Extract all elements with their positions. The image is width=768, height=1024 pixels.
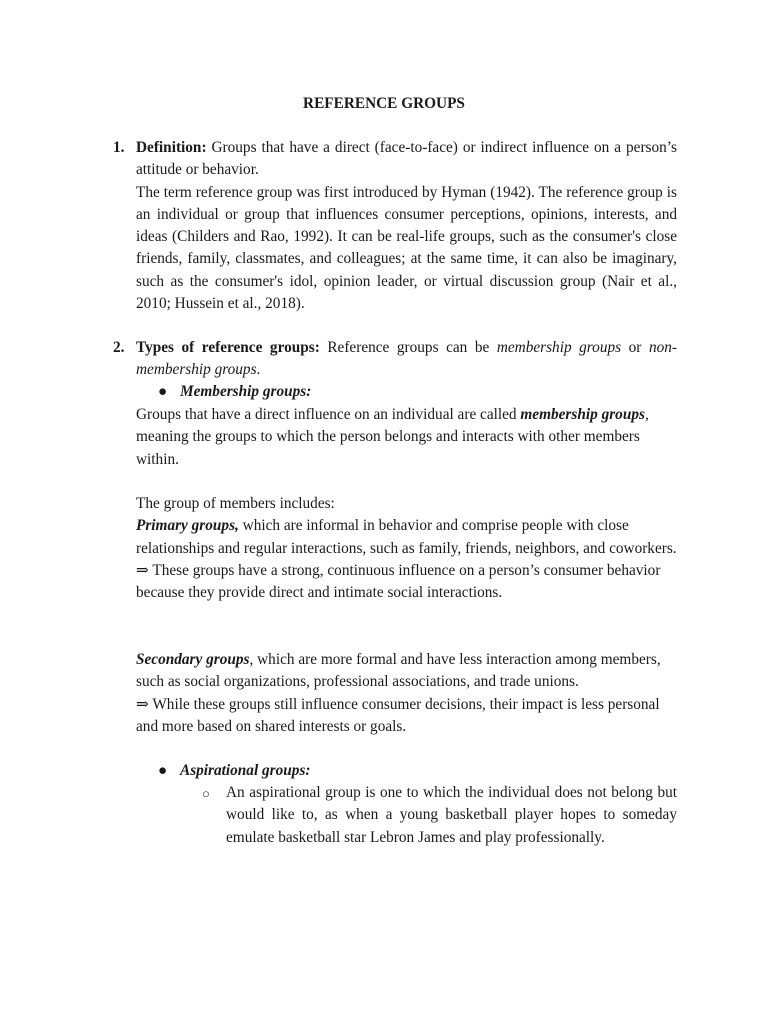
membership-groups-label: Membership groups: — [180, 383, 312, 400]
bullet-dot: ● — [158, 383, 168, 400]
primary-groups-paragraph: Primary groups, which are informal in behavior and comprise people with close relationships and regular interactions, such as family, friends, neighbors, and coworkers. — [136, 517, 677, 557]
definition-lead — [136, 137, 677, 182]
membership-definition: Groups that have a direct influence on an individual are called membership groups, meaning the groups to which the person belongs and interacts with other members within. — [136, 406, 649, 468]
sub-bullet-circle: ○ — [202, 786, 210, 801]
definition-block — [136, 137, 677, 315]
aspirational-groups-description: An aspirational group is one to which the individual does not belong but would like to, as when a young basketball player hopes to someday emulate basketball star Lebron James and play professionally. — [226, 784, 677, 846]
secondary-groups-impact: ⇒ While these groups still influence consumer decisions, their impact is less personal and more based on shared interests or goals. — [136, 695, 660, 735]
types-heading: Types of reference groups: — [136, 339, 320, 356]
term-non-membership-groups: non-membership groups — [136, 339, 677, 379]
term-primary-groups: Primary groups, — [136, 517, 239, 535]
term-membership: membership groups — [520, 406, 645, 423]
aspirational-groups-label: Aspirational groups: — [180, 762, 311, 779]
term-secondary-groups: Secondary groups — [136, 651, 250, 668]
secondary-groups-block — [136, 649, 677, 738]
document-title: REFERENCE GROUPS — [303, 95, 465, 112]
section-number: 1. — [113, 139, 125, 156]
definition-paragraph: The term reference group was first introduced by Hyman (1942). The reference group is an individual or group that influences consumer perceptions, opinions, interests, and ideas (Childers and Rao, 1992). It can be real-life groups, such as the consumer's close friends, family, classmates, and colleagues; at the same time, it can also be imaginary, such as the consumer's idol, opinion leader, or virtual discussion group (Nair et al., 2010; Hussein et al., 2018). — [136, 183, 677, 313]
primary-groups-impact: ⇒ These groups have a strong, continuous influence on a person’s consumer behavior because they provide direct and intimate social interactions. — [136, 561, 661, 602]
definition-lead-text: Groups that have a direct (face-to-face) or indirect influence on a person’s attitude or behavior. — [136, 139, 677, 179]
definition-heading: Definition: — [136, 139, 207, 156]
secondary-groups-paragraph: Secondary groups, which are more formal and have less interaction among members, such as social organizations, professional associations, and trade unions. — [136, 651, 661, 691]
types-lead: Types of reference groups: Reference groups can be membership groups or non-membership groups. — [136, 339, 677, 379]
term-membership-groups: membership groups — [496, 339, 622, 356]
group-members-intro: The group of members includes: Primary groups, which are informal in behavior and comprise people with close relationships and regular interactions, such as family, friends, neighbors, and coworkers. ⇒ These groups have a strong, continuous influence on a person’s consumer behavior because they provide direct and intimate social interactions. — [136, 493, 677, 604]
bullet-dot: ● — [158, 762, 168, 779]
section-number: 2. — [113, 339, 125, 356]
